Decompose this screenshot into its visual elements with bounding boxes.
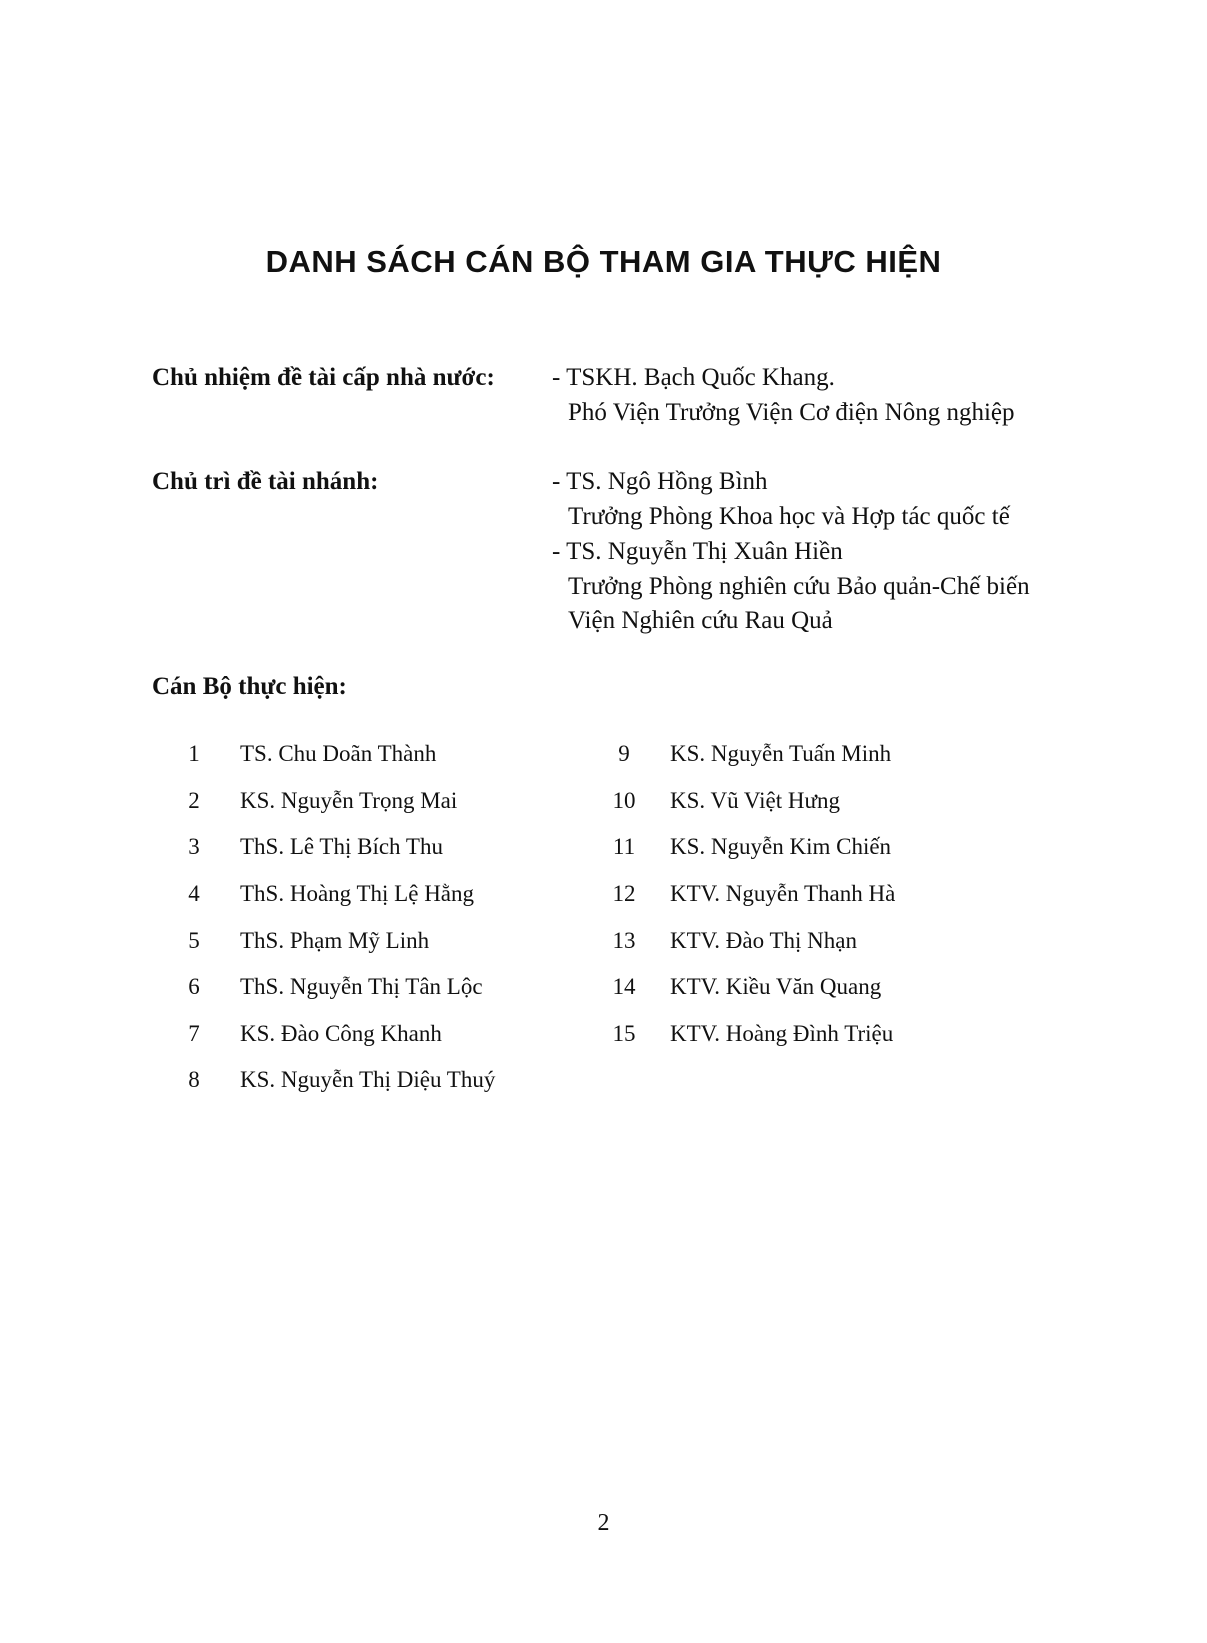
chu-tri-line: - TS. Ngô Hồng Bình [552, 468, 768, 495]
member-name: ThS. Lê Thị Bích Thu [240, 834, 443, 859]
member-name: ThS. Nguyễn Thị Tân Lộc [240, 974, 483, 999]
member-number: 12 [612, 881, 636, 906]
member-name: ThS. Hoàng Thị Lệ Hằng [240, 881, 475, 906]
member-number: 3 [188, 834, 200, 859]
member-name: KTV. Kiều Văn Quang [670, 974, 882, 999]
member-name: KTV. Hoàng Đình Triệu [670, 1021, 894, 1046]
member-number: 5 [188, 928, 200, 953]
chu-tri-line: Trưởng Phòng Khoa học và Hợp tác quốc tế [568, 503, 1010, 530]
member-number: 8 [188, 1067, 200, 1092]
member-name: KS. Nguyễn Tuấn Minh [670, 741, 892, 766]
member-number: 6 [188, 974, 200, 999]
member-name: KS. Đào Công Khanh [240, 1021, 442, 1046]
member-name: ThS. Phạm Mỹ Linh [240, 928, 430, 953]
member-number: 11 [612, 834, 636, 859]
member-number: 15 [612, 1021, 636, 1046]
member-number: 4 [188, 881, 200, 906]
member-name: KS. Nguyễn Trọng Mai [240, 788, 458, 813]
can-bo-label: Cán Bộ thực hiện: [152, 673, 347, 700]
member-number: 14 [612, 974, 636, 999]
chu-nhiem-line: Phó Viện Trưởng Viện Cơ điện Nông nghiệp [568, 399, 1015, 426]
chu-tri-line: Trưởng Phòng nghiên cứu Bảo quản-Chế biến [568, 573, 1030, 600]
member-name: KS. Nguyễn Kim Chiến [670, 834, 892, 859]
member-name: KS. Vũ Việt Hưng [670, 788, 840, 813]
member-number: 13 [612, 928, 636, 953]
page-title: DANH SÁCH CÁN BỘ THAM GIA THỰC HIỆN [265, 244, 942, 279]
member-name: TS. Chu Doãn Thành [240, 741, 437, 766]
member-name: KTV. Nguyễn Thanh Hà [670, 881, 896, 906]
member-number: 9 [618, 741, 630, 766]
member-number: 2 [188, 788, 200, 813]
member-name: KTV. Đào Thị Nhạn [670, 928, 857, 953]
page-number: 2 [597, 1510, 610, 1536]
chu-nhiem-line: - TSKH. Bạch Quốc Khang. [552, 364, 835, 391]
chu-tri-label: Chủ trì đề tài nhánh: [152, 468, 379, 495]
member-number: 7 [188, 1021, 200, 1046]
chu-tri-line: - TS. Nguyễn Thị Xuân Hiền [552, 538, 843, 565]
member-name: KS. Nguyễn Thị Diệu Thuý [240, 1067, 496, 1092]
member-number: 10 [612, 788, 636, 813]
chu-tri-line: Viện Nghiên cứu Rau Quả [568, 607, 833, 634]
member-number: 1 [188, 741, 200, 766]
chu-nhiem-label: Chủ nhiệm đề tài cấp nhà nước: [152, 364, 495, 391]
